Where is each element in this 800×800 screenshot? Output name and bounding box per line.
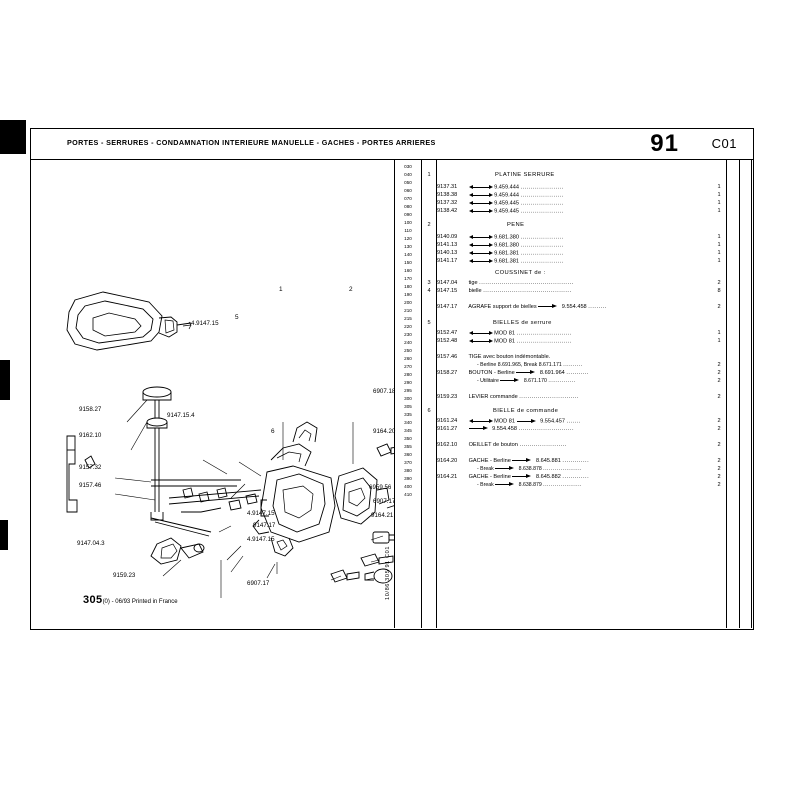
gutter-number: 030	[404, 164, 412, 169]
section-title-platine: PLATINE SERRURE	[495, 172, 555, 178]
leader-dots: ..............	[548, 378, 576, 384]
rule-edge	[751, 160, 752, 628]
gutter-number: 110	[404, 228, 412, 233]
quantity: 2	[717, 362, 721, 368]
parts-list-panel	[395, 160, 752, 628]
quantity: 2	[717, 370, 721, 376]
arrow-right-icon	[495, 482, 517, 487]
gutter-number: 340	[404, 420, 412, 425]
part-ref: 9161.24	[437, 418, 458, 425]
gutter-number: 230	[404, 332, 412, 337]
part-row	[437, 458, 589, 465]
quantity: 1	[717, 330, 721, 336]
section-title-bielle-commande: BIELLE de commande	[493, 408, 559, 414]
arrow-both-icon	[469, 192, 493, 198]
part-ref: 9138.38	[437, 192, 458, 199]
gutter-number: 140	[404, 252, 412, 257]
gutter-number: 190	[404, 292, 412, 297]
part-row	[477, 466, 582, 473]
quantity: 2	[717, 418, 721, 424]
page-number: 91	[650, 130, 679, 157]
part-ref: 9161.27	[437, 426, 458, 432]
arrow-right-icon	[495, 466, 517, 471]
part-row	[437, 354, 550, 361]
part-ref: 9152.47	[437, 330, 458, 337]
section-title-bielles: BIELLES de serrure	[493, 320, 552, 326]
label-9164-20: 9164.20	[373, 428, 396, 435]
part-ref: 9164.21	[437, 474, 458, 480]
callout-1: 1	[279, 286, 283, 293]
arrow-right-icon	[500, 378, 522, 383]
part-target: 9.459.445	[494, 200, 520, 207]
gutter-number: 280	[404, 372, 412, 377]
label-9159-23: 9159.23	[113, 572, 136, 579]
part-row	[437, 192, 564, 199]
label-9162-10: 9162.10	[79, 432, 102, 439]
gutter-number: 160	[404, 268, 412, 273]
leader-dots: ...........................................	[483, 288, 572, 294]
leader-dots: ....................	[543, 466, 582, 472]
arrow-both-icon	[469, 418, 493, 424]
part-row	[437, 304, 607, 311]
gutter-number: 100	[404, 220, 412, 225]
part-ref: 9152.48	[437, 338, 458, 345]
label-9164-21: 9164.21	[371, 512, 394, 519]
arrow-both-icon	[469, 184, 493, 190]
footer-page	[83, 594, 178, 606]
gutter-number: 120	[404, 236, 412, 241]
part-row	[437, 426, 574, 433]
part-row	[437, 288, 572, 295]
quantity: 1	[717, 200, 721, 206]
sheet-header	[31, 129, 753, 160]
quantity: 1	[717, 184, 721, 190]
part-desc: OEILLET de bouton	[468, 442, 518, 448]
part-row	[437, 250, 564, 257]
part-ref: 9140.09	[437, 234, 458, 241]
part-row	[437, 474, 589, 481]
gutter-number: 295	[404, 388, 412, 393]
part-target: 8.645.881	[535, 458, 561, 464]
part-row	[437, 242, 564, 249]
sheet-body	[31, 160, 753, 628]
gutter-number: 150	[404, 260, 412, 265]
gutter-number: 380	[404, 468, 412, 473]
part-desc: TIGE avec bouton indémontable.	[468, 354, 551, 360]
leader-dots: .....................	[520, 192, 564, 199]
part-row	[477, 482, 582, 489]
part-ref: 9147.17	[437, 304, 458, 310]
page-code: C01	[711, 136, 737, 151]
callout-2: 2	[349, 286, 353, 293]
gutter-number: 390	[404, 476, 412, 481]
label-6959-56: 6959.56	[369, 484, 392, 491]
gutter-number: 130	[404, 244, 412, 249]
part-desc: - Break	[477, 466, 494, 472]
quantity: 2	[717, 466, 721, 472]
item-number-column	[422, 160, 437, 628]
gutter-number: 300	[404, 396, 412, 401]
part-target: MOD 81	[494, 330, 515, 337]
arrow-right-icon	[517, 419, 539, 424]
footer-page-sub: (0) - 06/93 Printed in France	[102, 599, 178, 605]
label-9147-17: 9147.17	[253, 522, 276, 529]
arrow-both-icon	[469, 200, 493, 206]
leader-dots: .....................	[520, 184, 564, 191]
quantity: 8	[717, 288, 721, 294]
item-number: 6	[427, 408, 431, 414]
arrow-right-icon	[538, 304, 560, 309]
part-desc: GACHE - Berline	[468, 474, 511, 480]
footer-page-number: 305	[83, 594, 103, 606]
quantity: 1	[717, 192, 721, 198]
leader-dots: .........	[588, 304, 607, 310]
gutter-number: 070	[404, 196, 412, 201]
label-6907-18: 6907.18	[373, 388, 396, 395]
quantity: 1	[717, 208, 721, 214]
leader-dots: .......................	[519, 442, 567, 448]
part-row	[437, 208, 564, 215]
item-number: 4	[427, 288, 431, 294]
quantity: 2	[717, 394, 721, 400]
rule-qty-left	[726, 160, 727, 628]
leader-dots: .....................	[520, 234, 564, 241]
gutter-number: 180	[404, 284, 412, 289]
leader-dots: .....................	[520, 242, 564, 249]
label-9147-15-lower: 4.9147.15	[247, 536, 275, 543]
gutter-number: 360	[404, 452, 412, 457]
arrow-both-icon	[469, 242, 493, 248]
item-number: 5	[427, 320, 431, 326]
gutter-number: 410	[404, 492, 412, 497]
leader-dots: .............	[562, 474, 590, 480]
leader-dots: .............................	[519, 394, 579, 400]
gutter-number-column	[395, 160, 422, 628]
arrow-right-icon	[512, 458, 534, 463]
gutter-number: 170	[404, 276, 412, 281]
gutter-number: 400	[404, 484, 412, 489]
arrow-both-icon	[469, 258, 493, 264]
part-ref: 9147.15	[437, 288, 458, 294]
drawing-panel	[31, 160, 395, 628]
part-target: 8.691.964	[539, 370, 565, 376]
leader-dots: .....................	[520, 200, 564, 207]
gutter-number: 355	[404, 444, 412, 449]
part-ref: 9137.31	[437, 184, 458, 191]
binding-mark-top	[0, 120, 26, 154]
part-desc: tige	[468, 280, 478, 286]
part-target: MOD 81	[494, 338, 515, 345]
part-target: 9.459.444	[494, 192, 520, 199]
arrow-both-icon	[469, 330, 493, 336]
part-ref: 9164.20	[437, 458, 458, 464]
gutter-number: 350	[404, 436, 412, 441]
label-9147-15-handle: 4.9147.15	[191, 320, 219, 327]
arrow-right-icon	[512, 474, 534, 479]
part-desc: - Utilitaire	[477, 378, 499, 384]
part-desc: BOUTON - Berline	[468, 370, 515, 376]
quantity-column	[712, 160, 726, 628]
part-ref: 9147.04	[437, 280, 458, 286]
exploded-diagram	[31, 160, 394, 628]
leader-dots: ...........................	[518, 426, 575, 432]
arrow-both-icon	[469, 208, 493, 214]
gutter-number: 290	[404, 380, 412, 385]
part-row	[477, 362, 583, 369]
gutter-number: 060	[404, 188, 412, 193]
leader-dots: .....................	[520, 250, 564, 257]
gutter-number: 260	[404, 356, 412, 361]
quantity: 1	[717, 242, 721, 248]
part-target: MOD 81	[494, 418, 515, 425]
part-ref: 9162.10	[437, 442, 458, 448]
leader-dots: .............	[562, 458, 590, 464]
gutter-number: 240	[404, 340, 412, 345]
gutter-number: 050	[404, 180, 412, 185]
part-row	[437, 418, 581, 425]
gutter-number: 215	[404, 316, 412, 321]
part-target: 9.681.380	[494, 242, 520, 249]
quantity: 2	[717, 304, 721, 310]
quantity: 2	[717, 378, 721, 384]
rule-qty-right	[739, 160, 740, 628]
arrow-both-icon	[469, 338, 493, 344]
part-ref: 9141.17	[437, 258, 458, 265]
part-ref: 9159.23	[437, 394, 458, 400]
part-ref: 9138.42	[437, 208, 458, 215]
leader-dots: .....................	[520, 258, 564, 265]
arrow-right-icon	[469, 426, 491, 431]
leader-dots: .......	[566, 418, 581, 425]
binding-mark-middle	[0, 360, 10, 400]
arrow-both-icon	[469, 250, 493, 256]
callout-5: 5	[235, 314, 239, 321]
label-9147-15-mid: 4.9147.15	[247, 510, 275, 517]
part-row	[477, 378, 576, 385]
part-desc: - Break	[477, 482, 494, 488]
part-ref: 9158.27	[437, 370, 458, 376]
part-desc: AGRAFE support de bielles	[468, 304, 537, 310]
gutter-number: 345	[404, 428, 412, 433]
leader-dots: ..........	[563, 362, 583, 368]
gutter-number: 370	[404, 460, 412, 465]
label-9147-15-4: 9147.15.4	[167, 412, 195, 419]
arrow-right-icon	[516, 370, 538, 375]
quantity: 1	[717, 234, 721, 240]
label-9157-46: 9157.46	[79, 482, 102, 489]
label-9157-32: 9157.32	[79, 464, 102, 471]
footer-vertical-code: 10/86 305 91 C01	[385, 545, 391, 600]
quantity: 2	[717, 474, 721, 480]
part-desc: bielle	[468, 288, 482, 294]
section-title-pene: PENE	[507, 222, 525, 228]
item-number: 3	[427, 280, 431, 286]
leader-dots: ...........	[566, 370, 589, 376]
gutter-number: 200	[404, 300, 412, 305]
label-9158-27: 9158.27	[79, 406, 102, 413]
part-target: 9.681.381	[494, 250, 520, 257]
quantity: 1	[717, 258, 721, 264]
leader-dots: ...........................	[516, 338, 572, 345]
part-desc: LEVIER commande	[468, 394, 518, 400]
part-row	[437, 280, 574, 287]
label-9147-04-3: 9147.04.3	[77, 540, 105, 547]
quantity: 2	[717, 458, 721, 464]
part-target: 8.638.879	[518, 482, 542, 488]
leader-dots: ..............................................	[479, 280, 574, 286]
part-target: 9.681.381	[494, 258, 520, 265]
part-ref: 9141.13	[437, 242, 458, 249]
part-desc: - Berline 8.691.965, Break 8.671.171	[477, 362, 562, 368]
part-row	[437, 200, 564, 207]
leader-dots: .....................	[520, 208, 564, 215]
part-row	[437, 234, 564, 241]
gutter-number: 090	[404, 212, 412, 217]
part-target: 9.681.380	[494, 234, 520, 241]
gutter-number: 210	[404, 308, 412, 313]
part-desc: GACHE - Berline	[468, 458, 511, 464]
part-target: 9.554.458	[561, 304, 587, 310]
item-number: 1	[427, 172, 431, 178]
part-target: 8.671.170	[523, 378, 547, 384]
quantity: 2	[717, 482, 721, 488]
leader-dots: ...........................	[516, 330, 572, 337]
part-row	[437, 338, 572, 345]
binding-mark-bottom	[0, 520, 8, 550]
parts-list-column	[437, 160, 712, 628]
quantity: 2	[717, 442, 721, 448]
gutter-number: 040	[404, 172, 412, 177]
item-number: 2	[427, 222, 431, 228]
part-ref: 9137.32	[437, 200, 458, 207]
part-ref: 9140.13	[437, 250, 458, 257]
gutter-number: 305	[404, 404, 412, 409]
part-target: 8.638.878	[518, 466, 542, 472]
gutter-number: 335	[404, 412, 412, 417]
part-ref: 9157.46	[437, 354, 458, 360]
callout-6: 6	[271, 428, 275, 435]
gutter-number: 080	[404, 204, 412, 209]
part-row	[437, 394, 579, 401]
quantity: 1	[717, 250, 721, 256]
part-row	[437, 184, 564, 191]
label-6907-17-bottom: 6907.17	[247, 580, 270, 587]
quantity: 1	[717, 338, 721, 344]
parts-catalog-sheet	[30, 128, 754, 630]
part-row	[437, 330, 572, 337]
part-target: 8.645.882	[535, 474, 561, 480]
gutter-number: 250	[404, 348, 412, 353]
part-target: 9.459.444	[494, 184, 520, 191]
leader-dots: ....................	[543, 482, 582, 488]
part-target-2: 9.554.457	[540, 418, 565, 425]
quantity: 2	[717, 426, 721, 432]
arrow-both-icon	[469, 234, 493, 240]
part-target: 9.459.445	[494, 208, 520, 215]
header-title: PORTES - SERRURES - CONDAMNATION INTERIEURE MANUELLE - GACHES - PORTES ARRIERES	[67, 138, 436, 147]
gutter-number: 270	[404, 364, 412, 369]
part-row	[437, 442, 567, 449]
label-6907-17-right: 6907.17	[373, 498, 396, 505]
part-target: 9.554.458	[492, 426, 518, 432]
part-row	[437, 258, 564, 265]
part-row	[437, 370, 589, 377]
section-title-coussinet: COUSSINET de :	[495, 270, 546, 276]
quantity: 2	[717, 280, 721, 286]
gutter-number: 220	[404, 324, 412, 329]
